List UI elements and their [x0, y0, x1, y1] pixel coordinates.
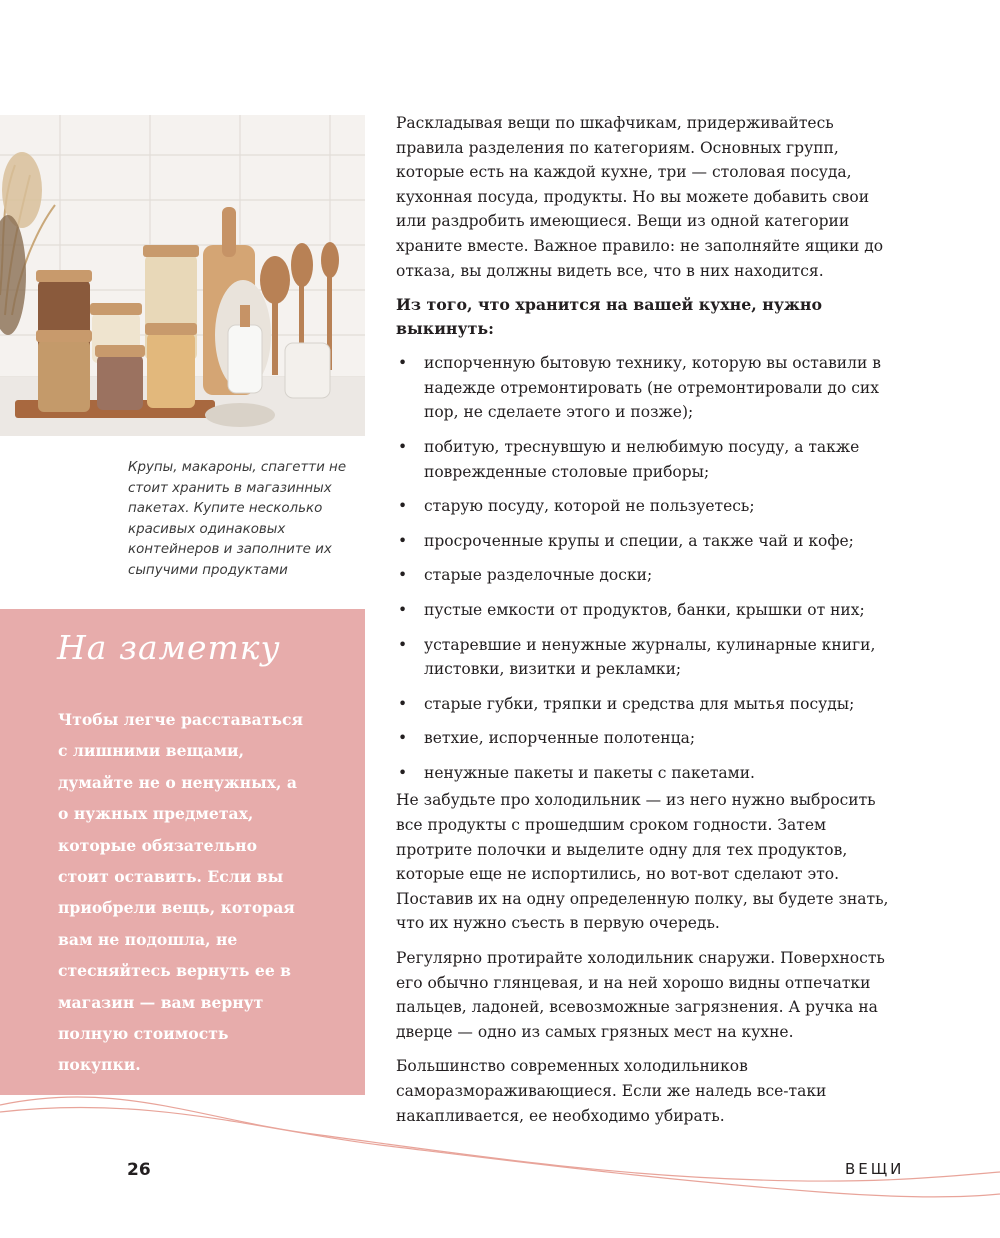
list-item	[396, 529, 896, 554]
list-item-text: устаревшие и ненужные журналы, кулинарные книги, листовки, визитки и рекламки;	[424, 635, 876, 679]
bullet-icon: •	[398, 531, 408, 550]
list-item-text: старую посуду, которой не пользуетесь;	[424, 497, 755, 516]
bullet-icon: •	[398, 437, 408, 456]
list-item	[396, 435, 896, 484]
list-item	[396, 563, 896, 588]
list-item	[396, 692, 896, 717]
intro-paragraph: Раскладывая вещи по шкафчикам, придерживайтесь правила разделения по категориям. Основных групп, которые есть на каждой кухне, три — столовая посуда, кухонная посуда, продукты. Но вы можете добавить свои или раздробить имеющиеся. Вещи из одной категории храните вместе. Важное правило: не заполняйте ящики до отказа, вы должны видеть все, что в них находится.	[396, 114, 884, 280]
bullet-icon: •	[398, 763, 408, 782]
list-item	[396, 598, 896, 623]
list-item-text: старые разделочные доски;	[424, 566, 653, 585]
discard-list	[396, 351, 896, 785]
list-item	[396, 761, 896, 786]
defrost-paragraph: Большинство современных холодильников саморазмораживающиеся. Если же наледь все-таки накапливается, ее необходимо убирать.	[396, 1057, 827, 1125]
bullet-icon: •	[398, 354, 408, 373]
page-number: 26	[127, 1160, 151, 1180]
list-item-text: испорченную бытовую технику, которую вы оставили в надежде отремонтировать (не отремонтировали до сих пор, не сделаете этого и позже);	[424, 354, 881, 422]
bullet-icon: •	[398, 497, 408, 516]
list-item	[396, 494, 896, 519]
list-item	[396, 351, 896, 425]
wipe-paragraph: Регулярно протирайте холодильник снаружи. Поверхность его обычно глянцевая, и на ней хорошо видны отпечатки пальцев, ладоней, всевозможные загрязнения. А ручка на дверце — одно из самых грязных мест на кухне.	[396, 949, 885, 1041]
decorative-wave-lines	[0, 1080, 1000, 1200]
fridge-paragraph: Не забудьте про холодильник — из него нужно выбросить все продукты с прошедшим сроком годности. Затем протрите полочки и выделите одну для тех продуктов, которые еще не испортились, но вот-вот сделают это. Поставив их на одну определенную полку, вы будете знать, что их нужно съесть в первую очередь.	[396, 791, 889, 933]
bullet-icon: •	[398, 694, 408, 713]
list-item	[396, 633, 896, 682]
list-item-text: старые губки, тряпки и средства для мытья посуды;	[424, 694, 855, 713]
main-text-column	[396, 111, 896, 1128]
list-item-text: пустые емкости от продуктов, банки, крышки от них;	[424, 600, 865, 619]
bullet-icon: •	[398, 729, 408, 748]
bullet-icon: •	[398, 600, 408, 619]
section-title: ВЕЩИ	[845, 1160, 905, 1178]
list-item-text: ненужные пакеты и пакеты с пакетами.	[424, 763, 755, 782]
kitchen-jars-photo	[0, 115, 365, 436]
list-heading: Из того, что хранится на вашей кухне, нужно выкинуть:	[396, 295, 823, 339]
note-text: Чтобы легче расставаться с лишними вещами, думайте не о ненужных, а о нужных предметах, которые обязательно стоит оставить. Если вы приобрели вещь, которая вам не подошла, не стесняйтесь вернуть ее в магазин — вам вернут полную стоимость покупки.	[58, 710, 303, 1075]
list-item-text: ветхие, испорченные полотенца;	[424, 729, 696, 748]
photo-caption: Крупы, макароны, спагетти не стоит хранить в магазинных пакетах. Купите несколько красивых одинаковых контейнеров и заполните их сыпучими продуктами	[128, 460, 347, 578]
list-item-text: побитую, треснувшую и нелюбимую посуду, а также поврежденные столовые приборы;	[424, 437, 860, 481]
list-item	[396, 726, 896, 751]
bullet-icon: •	[398, 635, 408, 654]
photo-illustration	[0, 115, 365, 436]
list-item-text: просроченные крупы и специи, а также чай и кофе;	[424, 531, 854, 550]
note-title: На заметку	[57, 628, 281, 667]
bullet-icon: •	[398, 566, 408, 585]
